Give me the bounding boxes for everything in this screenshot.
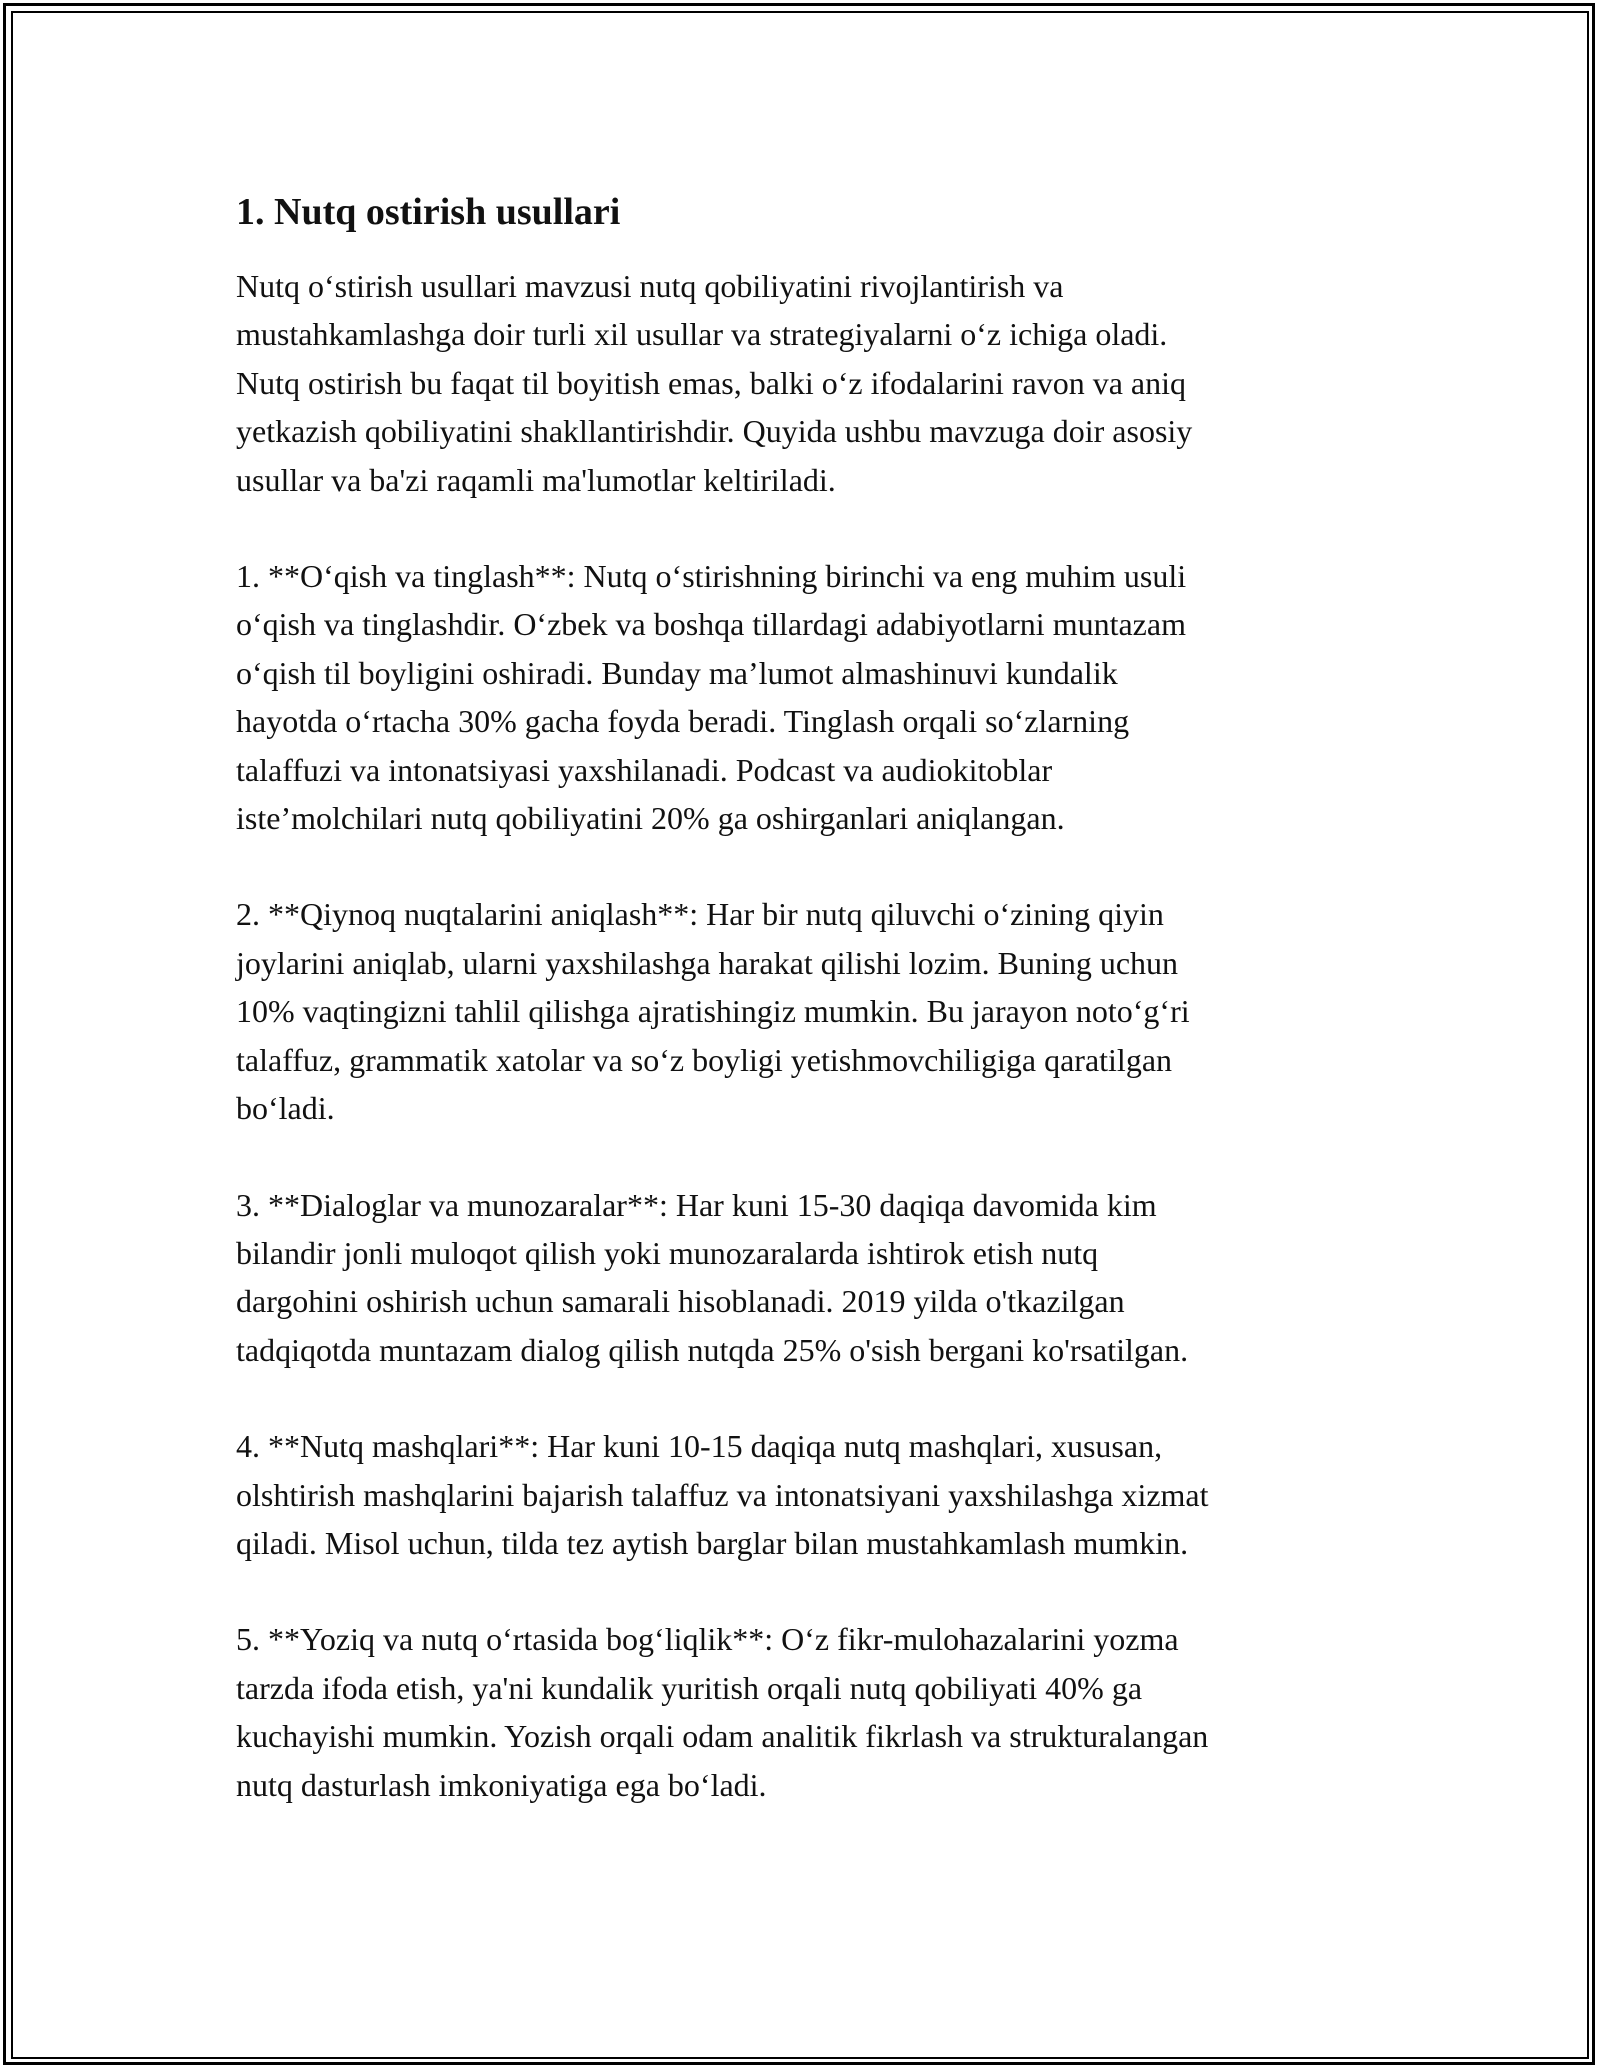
paragraph-writing-speech: 5. **Yoziq va nutq o‘rtasida bog‘liqlik**: O‘z fikr-mulohazalarini yozma tarzda ifoda etish, ya'ni kundalik yuritish orqali nutq qobiliyati 40% ga kuchayishi mumkin. Yozish orqali odam analitik fikrlash va strukturalangan nutq dasturlash imkoniyatiga ega bo‘ladi. [236, 1621, 1209, 1803]
document-body [236, 188, 1366, 1857]
paragraph-speech-exercises: 4. **Nutq mashqlari**: Har kuni 10-15 daqiqa nutq mashqlari, xususan, olshtirish mashqlarini bajarish talaffuz va intonatsiyani yaxshilashga xizmat qiladi. Misol uchun, tilda tez aytish barglar bilan mustahkamlash mumkin. [236, 1428, 1209, 1561]
intro-paragraph: Nutq o‘stirish usullari mavzusi nutq qobiliyatini rivojlantirish va mustahkamlashga doir turli xil usullar va strategiyalarni o‘z ichiga oladi. Nutq ostirish bu faqat til boyitish emas, balki o‘z ifodalarini ravon va aniq yetkazish qobiliyatini shakllantirishdir. Quyida ushbu mavzuga doir asosiy usullar va ba'zi raqamli ma'lumotlar keltiriladi. [236, 268, 1193, 498]
paragraph-dialogues: 3. **Dialoglar va munozaralar**: Har kuni 15-30 daqiqa davomida kim bilandir jonli muloqot qilish yoki munozaralarda ishtirok etish nutq dargohini oshirish uchun samarali hisoblanadi. 2019 yilda o'tkazilgan tadqiqotda muntazam dialog qilish nutqda 25% o'sish bergani ko'rsatilgan. [236, 1186, 1189, 1368]
section-title: 1. Nutq ostirish usullari [236, 191, 621, 233]
paragraph-difficulty-points: 2. **Qiynoq nuqtalarini aniqlash**: Har bir nutq qiluvchi o‘zining qiyin joylarini aniqlab, ularni yaxshilashga harakat qilishi lozim. Buning uchun 10% vaqtingizni tahlil qilishga ajratishingiz mumkin. Bu jarayon noto‘g‘ri talaffuz, grammatik xatolar va so‘z boyligi yetishmovchiligiga qaratilgan bo‘ladi. [236, 896, 1190, 1127]
paragraph-reading-listening: 1. **O‘qish va tinglash**: Nutq o‘stirishning birinchi va eng muhim usuli o‘qish va tinglashdir. O‘zbek va boshqa tillardagi adabiyotlarni muntazam o‘qish til boyligini oshiradi. Bunday ma’lumot almashinuvi kundalik hayotda o‘rtacha 30% gacha foyda beradi. Tinglash orqali so‘zlarning talaffuzi va intonatsiyasi yaxshilanadi. Podcast va audiokitoblar iste’molchilari nutq qobiliyatini 20% ga oshirganlari aniqlangan. [236, 558, 1187, 837]
